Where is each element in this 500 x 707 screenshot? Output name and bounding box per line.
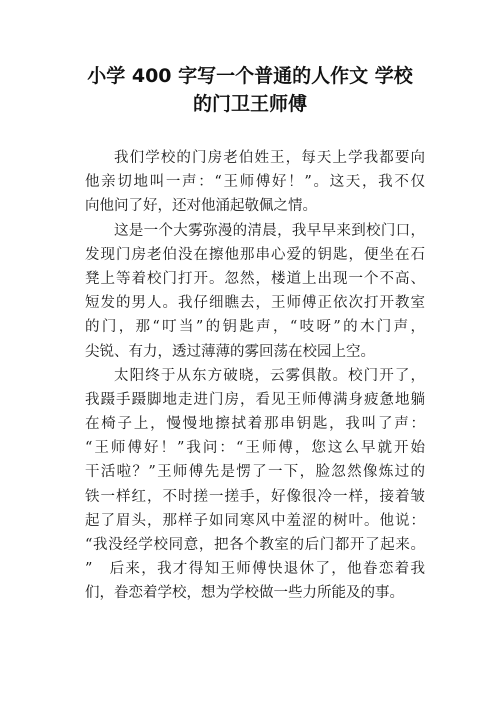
paragraph-3-line-7: 起了眉头，那样子如同寒风中羞涩的树叶。他说： <box>85 512 425 529</box>
document-title <box>60 62 440 118</box>
paragraph-3-line-3: 在椅子上，慢慢地擦拭着那串钥匙，我叫了声： <box>85 416 425 433</box>
paragraph-3-line-8: “我没经学校同意，把各个教室的后门都开了起来。 <box>85 537 425 553</box>
paragraph-2-line-6: 尖锐、有力，透过薄薄的雾回荡在校园上空。 <box>85 343 375 360</box>
paragraph-3-line-6: 铁一样红，不时搓一搓手，好像很冷一样，接着皱 <box>85 488 425 505</box>
paragraph-3-line-2: 我蹑手蹑脚地走进门房，看见王师傅满身疲惫地躺 <box>85 391 425 408</box>
paragraph-2-line-1: 这是一个大雾弥漫的清晨，我早早来到校门口， <box>114 222 425 239</box>
document-body <box>85 146 425 606</box>
paragraph-1-line-3: 向他问了好，还对他涌起敬佩之情。 <box>85 198 317 215</box>
paragraph-1-line-1: 我们学校的门房老伯姓王，每天上学我都要向 <box>114 150 425 166</box>
paragraph-3-line-4: “王师傅好！”我问：“王师傅，您这么早就开始 <box>85 440 425 457</box>
paragraph-3-line-9: ” 后来，我才得知王师傅快退休了，他眷恋着我 <box>85 561 425 578</box>
paragraph-1-line-2: 他亲切地叫一声：“王师傅好！”。这天，我不仅 <box>85 174 425 191</box>
paragraph-2-line-4: 短发的男人。我仔细瞧去，王师傅正依次打开教室 <box>85 295 425 312</box>
paragraph-2-line-2: 发现门房老伯没在擦他那串心爱的钥匙，便坐在石 <box>85 246 425 263</box>
paragraph-3-line-5: 干活啦？”王师傅先是愣了一下，脸忽然像炼过的 <box>85 464 425 481</box>
paragraph-2-line-5: 的门，那“叮当”的钥匙声，“吱呀”的木门声， <box>85 319 425 336</box>
paragraph-3-line-10: 们，眷恋着学校，想为学校做一些力所能及的事。 <box>85 585 404 602</box>
paragraph-2-line-3: 凳上等着校门打开。忽然，楼道上出现一个不高、 <box>85 270 425 287</box>
title-line-2: 的门卫王师傅 <box>192 93 307 115</box>
paragraph-3-line-1: 太阳终于从东方破晓，云雾俱散。校门开了， <box>114 367 425 384</box>
title-line-1: 小学 400 字写一个普通的人作文 学校 <box>87 65 413 87</box>
